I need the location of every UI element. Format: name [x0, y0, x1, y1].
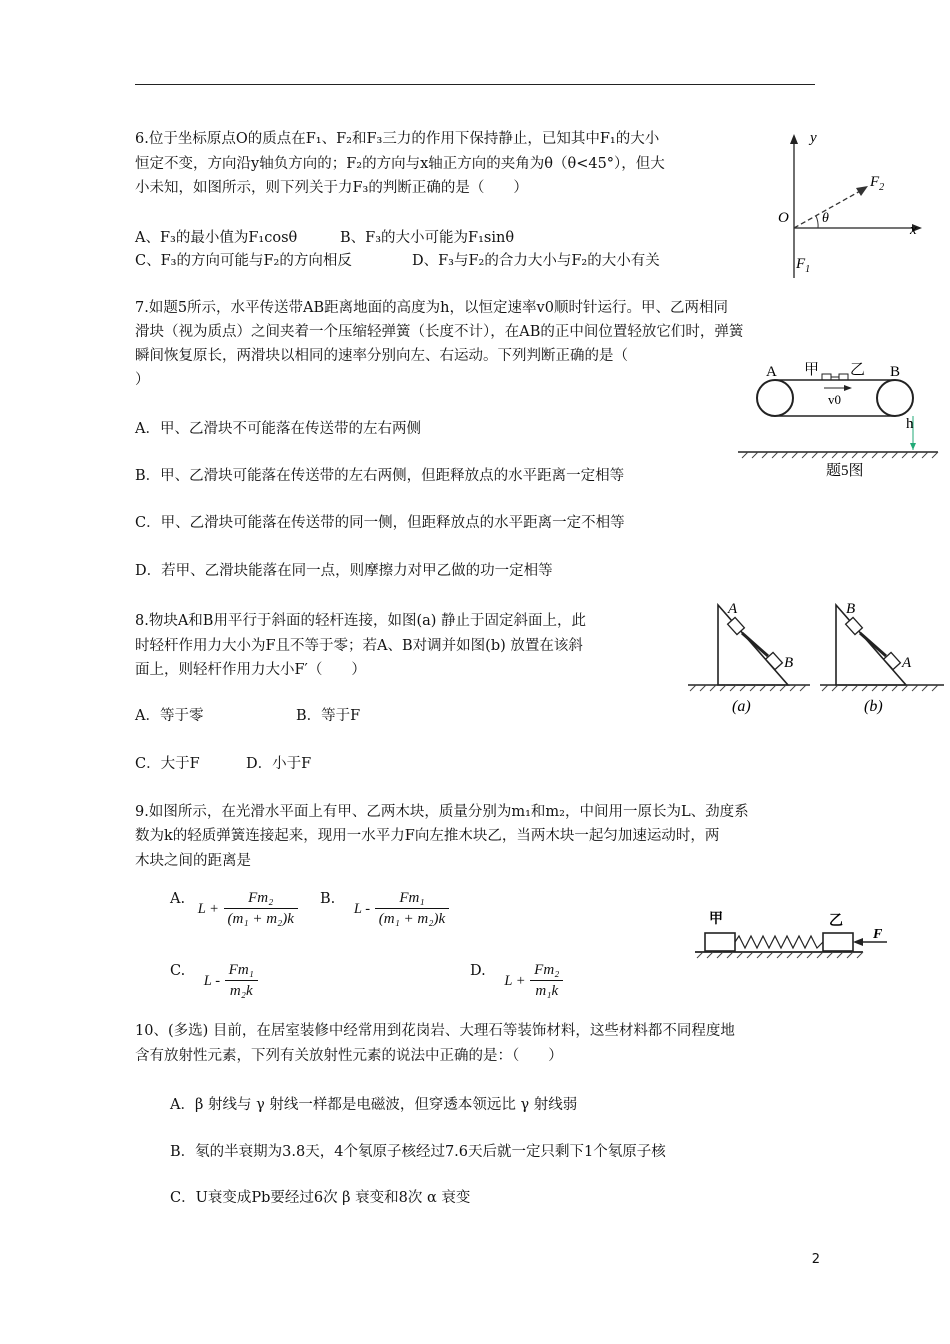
- q9-spring-diagram: [695, 905, 895, 965]
- q8-stem-line2: 时轻杆作用力大小为F且不等于零；若A、B对调并如图(b) 放置在该斜: [135, 638, 583, 654]
- q6-theta-label: θ: [822, 211, 829, 226]
- q7-stem-line2: 滑块（视为质点）之间夹着一个压缩轻弹簧（长度不计），在AB的正中间位置轻放它们时，弹簧: [135, 324, 744, 340]
- q6-f1-label: $F_1$: [796, 256, 811, 275]
- header-rule: [135, 84, 815, 85]
- q6-force-diagram: [770, 130, 930, 280]
- q8b-label-b: B: [846, 601, 856, 617]
- q7-stem-line3: 瞬间恢复原长，两滑块以相同的速率分别向左、右运动。下列判断正确的是（: [135, 348, 628, 364]
- q8-stem-line3: 面上，则轻杆作用力大小F′（ ）: [135, 662, 366, 678]
- q7-label-a: A: [766, 364, 777, 380]
- q8-option-c: C．大于F: [135, 756, 200, 772]
- q6-option-c: C、F₃的方向可能与F₂的方向相反: [135, 253, 352, 269]
- q10-stem-line1: 10、(多选) 目前，在居室装修中经常用到花岗岩、大理石等装饰材料，这些材料都不同程度地: [135, 1023, 735, 1039]
- q6-x-label: x: [910, 222, 917, 238]
- q6-y-label: y: [810, 130, 817, 146]
- q9-option-b: B. L - $\frac{\text{Fm₁}}{\text{(m₁ + m₂)k}}$: [320, 888, 449, 929]
- q7-label-yi: 乙: [850, 362, 866, 378]
- q6-stem-line3: 小未知，如图所示，则下列关于力F₃的判断正确的是（ ）: [135, 180, 528, 196]
- q10-option-b: B．氡的半衰期为3.8天，4个氡原子核经过7.6天后就一定只剩下1个氡原子核: [170, 1144, 666, 1160]
- q10-stem-line2: 含有放射性元素，下列有关放射性元素的说法中正确的是：（ ）: [135, 1048, 563, 1064]
- q9-stem-line1: 9.如图所示，在光滑水平面上有甲、乙两木块，质量分别为m₁和m₂，中间用一原长为L、劲度系: [135, 804, 749, 820]
- q10-option-a: A．β 射线与 γ 射线一样都是电磁波，但穿透本领远比 γ 射线弱: [170, 1097, 578, 1113]
- q6-stem-line2: 恒定不变，方向沿y轴负方向的；F₂的方向与x轴正方向的夹角为θ（θ<45°），但大: [135, 156, 665, 172]
- q8a-label-a: A: [728, 601, 738, 617]
- q8-option-d: D．小于F: [246, 756, 312, 772]
- q9-label-yi: 乙: [829, 914, 843, 929]
- q8-caption-a: (a): [732, 698, 751, 715]
- q8a-label-b: B: [784, 655, 794, 671]
- q6-option-a: A、F₃的最小值为F₁cosθ: [135, 230, 298, 246]
- q7-stem-line1: 7.如题5所示，水平传送带AB距离地面的高度为h，以恒定速率v0顺时针运行。甲、乙两相同: [135, 300, 728, 316]
- q6-stem-line1: 6.位于坐标原点O的质点在F₁、F₂和F₃三力的作用下保持静止，已知其中F₁的大小: [135, 131, 660, 147]
- q7-label-v0: v0: [828, 392, 841, 407]
- q6-option-b: B、F₃的大小可能为F₁sinθ: [340, 230, 515, 246]
- q7-label-b: B: [890, 364, 901, 380]
- q8-stem-line1: 8.物块A和B用平行于斜面的轻杆连接，如图(a) 静止于固定斜面上，此: [135, 613, 587, 629]
- q7-caption: 题5图: [826, 463, 864, 479]
- q7-label-jia: 甲: [804, 362, 820, 378]
- q9-option-d: D. L + $\frac{\text{Fm₂}}{\text{m₁k}}$: [470, 960, 563, 1001]
- q9-label-f: F: [873, 927, 883, 942]
- q7-conveyor-diagram: [738, 360, 938, 480]
- q8-option-a: A．等于零: [135, 708, 204, 724]
- q7-option-d: D．若甲、乙滑块能落在同一点，则摩擦力对甲乙做的功一定相等: [135, 563, 553, 579]
- q7-label-h: h: [906, 416, 914, 432]
- q7-option-b: B．甲、乙滑块可能落在传送带的左右两侧，但距释放点的水平距离一定相等: [135, 468, 625, 484]
- q6-origin-label: O: [778, 210, 789, 226]
- q10-option-c: C．U衰变成Pb要经过6次 β 衰变和8次 α 衰变: [170, 1190, 471, 1206]
- page-number: 2: [811, 1252, 820, 1267]
- q9-stem-line3: 木块之间的距离是: [135, 853, 251, 869]
- q9-label-jia: 甲: [709, 912, 723, 927]
- q9-option-c: C. L - $\frac{\text{Fm₁}}{\text{m₂k}}$: [170, 960, 258, 1001]
- q7-stem-line4: ）: [135, 372, 150, 388]
- q8-caption-b: (b): [864, 698, 883, 715]
- q8-incline-diagram: [688, 595, 948, 720]
- q6-option-d: D、F₃与F₂的合力大小与F₂的大小有关: [412, 253, 660, 269]
- q9-option-a: A. L + $\frac{\text{Fm₂}}{\text{(m₁ + m₂)k}}$: [170, 888, 298, 929]
- q8b-label-a: A: [902, 655, 912, 671]
- q8-option-b: B．等于F: [296, 708, 361, 724]
- q7-option-a: A．甲、乙滑块不可能落在传送带的左右两侧: [135, 421, 421, 437]
- q6-f2-label: $F_2$: [870, 174, 885, 193]
- q9-stem-line2: 数为k的轻质弹簧连接起来，现用一水平力F向左推木块乙，当两木块一起匀加速运动时，两: [135, 828, 720, 844]
- q7-option-c: C．甲、乙滑块可能落在传送带的同一侧，但距释放点的水平距离一定不相等: [135, 515, 625, 531]
